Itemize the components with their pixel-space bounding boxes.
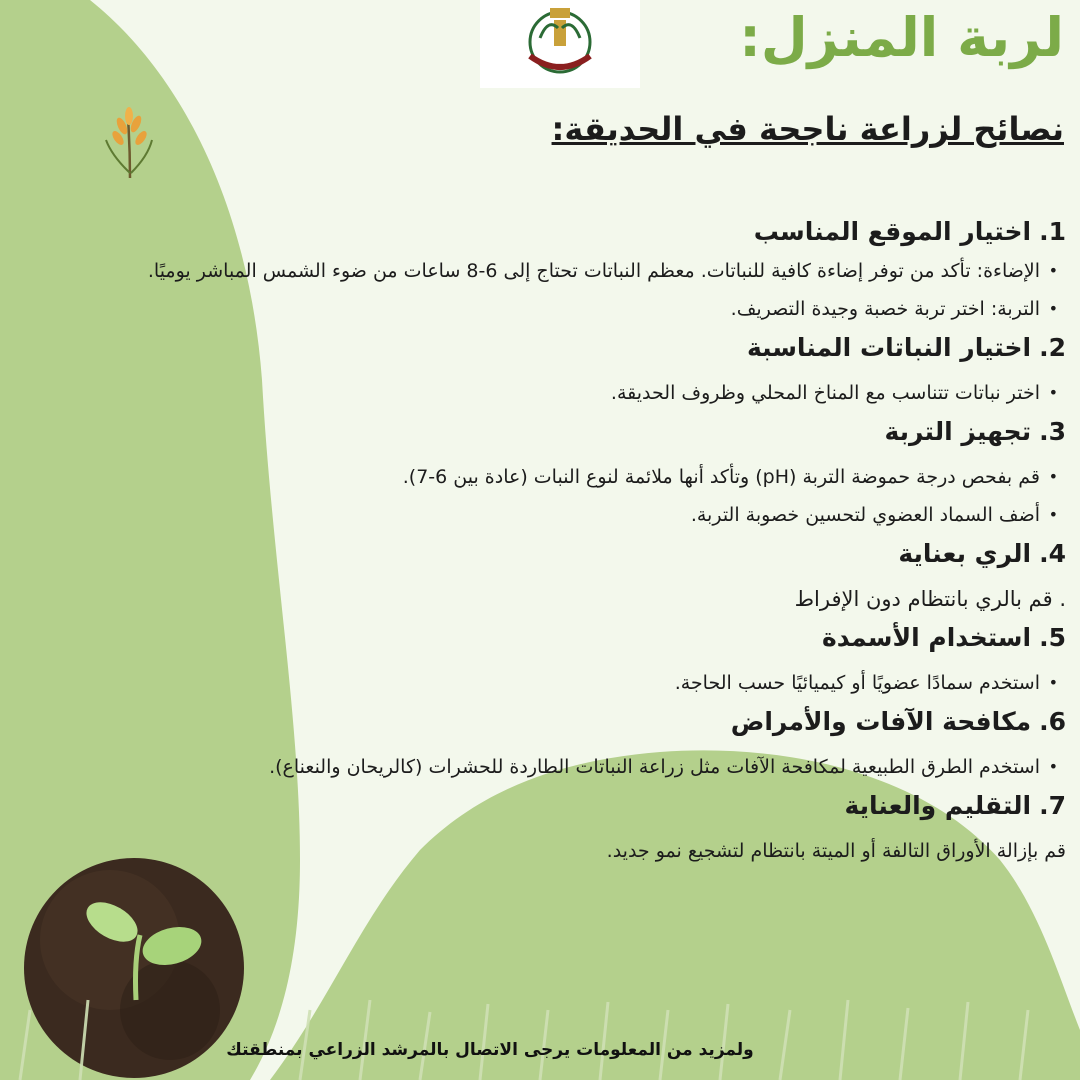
section-2 xyxy=(66,328,1066,412)
list-item: • اختر نباتات تتناسب مع المناخ المحلي وظروف الحديقة. xyxy=(66,374,1040,412)
section-items xyxy=(66,252,1066,328)
section-title xyxy=(66,786,1066,826)
list-item: • قم بفحص درجة حموضة التربة (pH) وتأكد أنها ملائمة لنوع النبات (عادة بين 6-7). xyxy=(66,458,1040,496)
list-item: قم بإزالة الأوراق التالفة أو الميتة بانتظام لتشجيع نمو جديد. xyxy=(606,840,1066,862)
section-number: 3. xyxy=(1039,417,1066,446)
section-5 xyxy=(66,618,1066,702)
section-title-text: اختيار النباتات المناسبة xyxy=(746,333,1032,362)
section-1 xyxy=(66,212,1066,328)
section-number: 6. xyxy=(1039,707,1066,736)
section-3 xyxy=(66,412,1066,534)
list-item: • الإضاءة: تأكد من توفر إضاءة كافية للنباتات. معظم النباتات تحتاج إلى 6-8 ساعات من ضوء الشمس المباشر يوميًا. xyxy=(66,252,1040,290)
section-4 xyxy=(66,534,1066,618)
section-title-text: استخدام الأسمدة xyxy=(821,623,1032,652)
section-title xyxy=(66,534,1066,574)
footer-contact-note: ولمزيد من المعلومات يرجى الاتصال بالمرشد الزراعي بمنطقتك xyxy=(226,1040,754,1060)
page-subtitle: نصائح لزراعة ناجحة في الحديقة: xyxy=(551,110,1064,148)
section-items xyxy=(66,580,1066,618)
list-item: • التربة: اختر تربة خصبة وجيدة التصريف. xyxy=(66,290,1040,328)
section-items xyxy=(66,832,1066,870)
list-item: . قم بالري بانتظام دون الإفراط xyxy=(794,587,1066,611)
section-title xyxy=(66,328,1066,368)
list-item: • أضف السماد العضوي لتحسين خصوبة التربة. xyxy=(66,496,1040,534)
section-title-text: الري بعناية xyxy=(898,539,1032,568)
section-title-text: تجهيز التربة xyxy=(884,417,1032,446)
section-items xyxy=(66,458,1066,534)
section-items xyxy=(66,748,1066,786)
section-number: 2. xyxy=(1039,333,1066,362)
section-title xyxy=(66,618,1066,658)
section-title-text: مكافحة الآفات والأمراض xyxy=(730,707,1032,736)
list-item: • استخدم سمادًا عضويًا أو كيميائيًا حسب الحاجة. xyxy=(66,664,1040,702)
list-item: • استخدم الطرق الطبيعية لمكافحة الآفات مثل زراعة النباتات الطاردة للحشرات (كالريحان والنعناع). xyxy=(66,748,1040,786)
tips-content xyxy=(66,212,1066,870)
section-title xyxy=(66,412,1066,452)
section-title-text: التقليم والعناية xyxy=(844,791,1032,820)
section-number: 7. xyxy=(1039,791,1066,820)
section-items xyxy=(66,374,1066,412)
ministry-logo-icon xyxy=(480,0,640,88)
section-items xyxy=(66,664,1066,702)
section-number: 4. xyxy=(1039,539,1066,568)
section-title xyxy=(66,702,1066,742)
page-title: لربة المنزل: xyxy=(739,6,1064,69)
section-6 xyxy=(66,702,1066,786)
section-7 xyxy=(66,786,1066,870)
section-title xyxy=(66,212,1066,252)
ministry-logo xyxy=(480,0,640,88)
section-number: 1. xyxy=(1039,217,1066,246)
section-title-text: اختيار الموقع المناسب xyxy=(753,217,1032,246)
section-number: 5. xyxy=(1039,623,1066,652)
